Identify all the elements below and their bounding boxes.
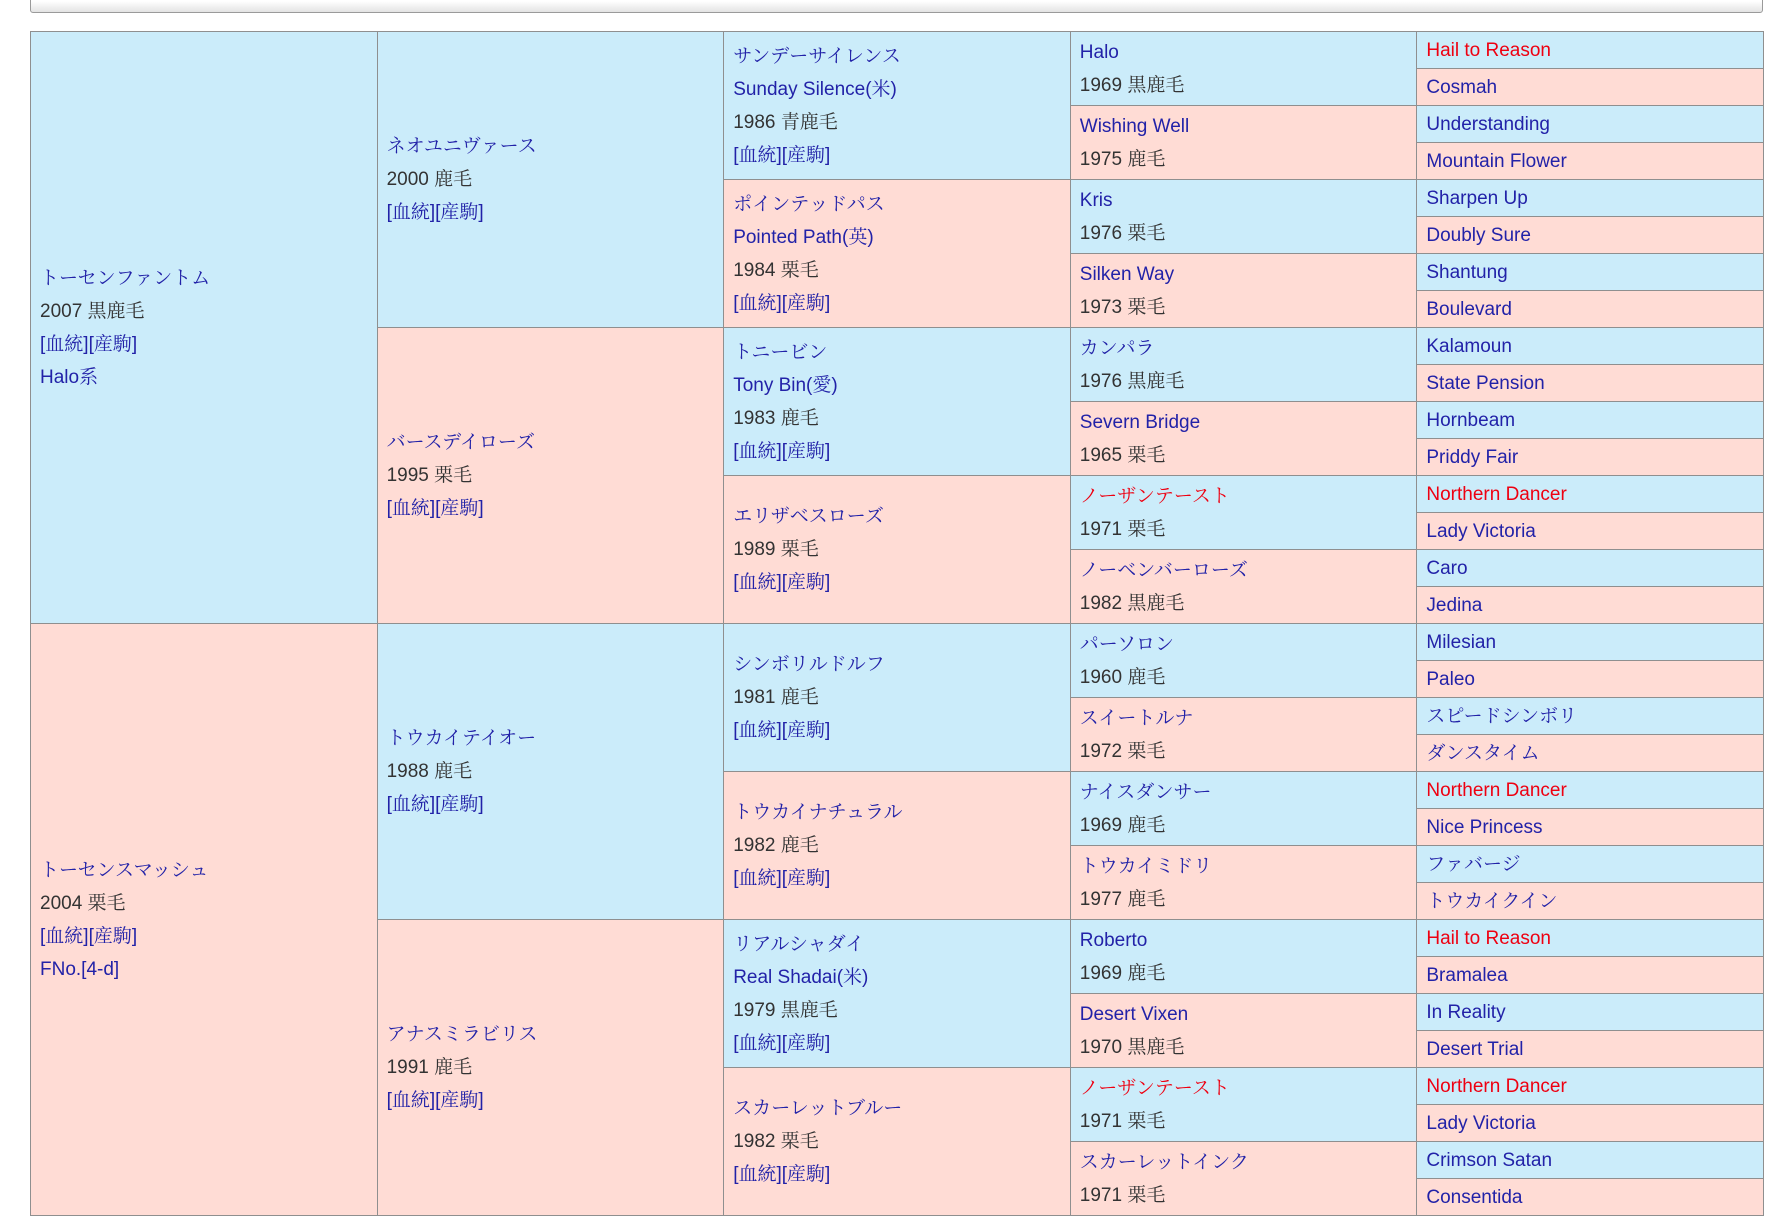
blood-link[interactable]: [血統] [40,333,89,355]
horse-name-line [1426,478,1757,511]
pedigree-cell-g5-19 [1417,698,1764,735]
horse-name-line [1080,850,1411,883]
horse-name-line [733,40,1064,73]
horse-name-link[interactable]: Crimson Satan [1426,1149,1553,1171]
blood-link[interactable]: [血統] [386,1090,436,1111]
horse-name-link[interactable]: ネオユニヴァース [386,136,537,157]
pedigree-cell-g3-5 [724,624,1071,772]
horse-extra-link[interactable]: FNo.[4-d] [40,958,120,980]
horse-name-line [1426,626,1757,659]
horse-name-line [1080,1072,1411,1105]
horse-name-line [1426,737,1757,770]
horse-latin-name-line [733,73,1064,106]
pedigree-cell-g2-4 [377,920,724,1216]
horse-links-line [40,328,371,361]
pedigree-cell-g5-21 [1417,772,1764,809]
horse-links-line [387,492,718,525]
horse-name-line [1426,1107,1757,1140]
horse-name-link[interactable]: Kris [1079,189,1113,211]
horse-name-link[interactable]: Desert Vixen [1079,1003,1189,1025]
horse-name-line [1426,219,1757,252]
pedigree-row [31,32,1764,69]
horse-name-line [387,722,718,755]
horse-name-link[interactable]: トニービン [733,341,828,363]
horse-name-line [1080,998,1411,1031]
pedigree-cell-g4-11 [1070,772,1417,846]
horse-year-coat: 1976 黒鹿毛 [1079,370,1185,392]
blood-link[interactable]: [血統] [733,1032,782,1054]
pedigree-cell-g5-20 [1417,735,1764,772]
horse-links-line [733,566,1064,599]
offspring-link[interactable]: [産駒] [435,498,484,519]
pedigree-cell-g5-6 [1417,217,1764,254]
blood-link[interactable]: [血統] [733,572,782,593]
horse-year-coat: 1972 栗毛 [1079,740,1166,762]
horse-name-line [387,426,718,459]
pedigree-cell-g5-15 [1417,550,1764,587]
horse-name-line [387,1018,718,1051]
horse-year-coat: 1976 栗毛 [1079,222,1166,244]
pedigree-cell-g4-8 [1070,550,1417,624]
horse-name-line [1080,184,1411,217]
horse-name-link[interactable]: スイートルナ [1079,707,1194,729]
pedigree-cell-g1-2 [31,624,378,1216]
horse-year-coat: 1971 栗毛 [1079,1110,1166,1132]
horse-latin-name-link[interactable]: Real Shadai(米) [733,966,869,988]
pedigree-cell-g4-12 [1070,846,1417,920]
pedigree-cell-g4-5 [1070,328,1417,402]
horse-name-link[interactable]: バースデイローズ [386,432,535,453]
blood-link[interactable]: [血統] [733,144,782,166]
pedigree-cell-g2-3 [377,624,724,920]
horse-name-inbred: ノーザンテースト [1079,1077,1230,1099]
pedigree-table [30,31,1764,1216]
offspring-link[interactable]: [産駒] [435,794,484,815]
horse-latin-name-line [733,221,1064,254]
horse-name-link[interactable]: サンデーサイレンス [733,45,901,67]
pedigree-cell-g4-6 [1070,402,1417,476]
offspring-link[interactable]: [産駒] [781,1164,831,1185]
horse-name-line [733,336,1064,369]
horse-name-link[interactable]: カンパラ [1079,337,1155,359]
horse-year-coat: 1991 鹿毛 [386,1057,473,1078]
horse-year-coat: 1982 栗毛 [733,1131,819,1152]
horse-name-link[interactable]: スカーレットインク [1079,1151,1249,1173]
pedigree-cell-g5-7 [1417,254,1764,291]
horse-year-coat: 1986 青鹿毛 [733,111,838,133]
horse-latin-name-link[interactable]: Tony Bin(愛) [733,374,838,396]
horse-name-link[interactable]: Sharpen Up [1426,187,1528,209]
horse-name-link[interactable]: パーソロン [1079,633,1175,655]
horse-name-line [1426,552,1757,585]
horse-name-link[interactable]: Desert Trial [1426,1038,1524,1060]
horse-name-line [733,188,1064,221]
horse-name-line [1426,700,1757,733]
horse-name-line [1080,110,1411,143]
horse-name-line [1426,1181,1757,1214]
horse-year-coat: 2007 黒鹿毛 [40,300,145,322]
horse-name-line [1426,404,1757,437]
pedigree-cell-g5-13 [1417,476,1764,513]
horse-name-link[interactable]: Shantung [1426,261,1508,283]
top-input-bar[interactable] [30,0,1763,13]
horse-name-line [1426,34,1757,67]
horse-name-link[interactable]: Caro [1426,557,1468,579]
horse-name-link[interactable]: ポインテッドパス [733,193,885,215]
horse-year-coat: 2004 栗毛 [40,892,126,914]
horse-extra-line [40,361,371,394]
horse-name-link[interactable]: Kalamoun [1426,335,1512,357]
pedigree-cell-g5-25 [1417,920,1764,957]
pedigree-cell-g3-6 [724,772,1071,920]
horse-name-link[interactable]: スカーレットブルー [733,1098,903,1119]
horse-year-coat: 1983 鹿毛 [733,407,819,429]
horse-extra-line [40,953,371,986]
horse-name-line [1426,959,1757,992]
horse-name-link[interactable]: State Pension [1426,372,1545,394]
pedigree-cell-g5-16 [1417,587,1764,624]
pedigree-cell-g2-1 [377,32,724,328]
pedigree-cell-g5-23 [1417,846,1764,883]
horse-name-link[interactable]: Halo [1079,41,1119,63]
offspring-link[interactable]: [産駒] [435,202,484,223]
horse-name-line [40,262,371,295]
horse-year-coat: 1969 鹿毛 [1079,962,1166,984]
horse-name-link[interactable]: Nice Princess [1426,816,1543,838]
horse-year-coat: 1982 黒鹿毛 [1079,592,1185,614]
horse-name-link[interactable]: Paleo [1426,668,1475,690]
offspring-link[interactable]: [産駒] [781,868,831,889]
horse-name-line [1426,922,1757,955]
horse-name-link[interactable]: Doubly Sure [1426,224,1531,246]
horse-name-link[interactable]: Boulevard [1426,298,1512,320]
horse-name-line [1080,924,1411,957]
pedigree-cell-g1-1 [31,32,378,624]
pedigree-cell-g5-14 [1417,513,1764,550]
pedigree-cell-g5-18 [1417,661,1764,698]
horse-name-line [1426,145,1757,178]
pedigree-cell-g5-26 [1417,957,1764,994]
horse-name-line [1080,554,1411,587]
horse-year-coat: 1971 栗毛 [1079,518,1166,540]
pedigree-cell-g3-1 [724,32,1071,180]
horse-name-line [733,928,1064,961]
pedigree-cell-g5-32 [1417,1179,1764,1216]
horse-name-link[interactable]: ファバージ [1426,853,1521,875]
horse-name-inbred: ノーザンテースト [1079,485,1230,507]
horse-name-line [1080,1146,1411,1179]
pedigree-cell-g3-3 [724,328,1071,476]
offspring-link[interactable]: [産駒] [88,333,138,355]
blood-link[interactable]: [血統] [386,794,436,815]
horse-year-coat: 1960 鹿毛 [1079,666,1166,688]
horse-name-line [1426,515,1757,548]
horse-name-link[interactable]: エリザベスローズ [733,506,884,527]
pedigree-cell-g4-15 [1070,1068,1417,1142]
horse-name-link[interactable]: トーセンスマッシュ [40,859,209,881]
horse-name-line [733,1092,1064,1125]
blood-link[interactable]: [血統] [386,202,436,223]
horse-latin-name-line [733,369,1064,402]
horse-name-line [1080,480,1411,513]
horse-name-link[interactable]: ナイスダンサー [1079,781,1212,803]
horse-name-link[interactable]: リアルシャダイ [733,933,865,955]
horse-year-coat: 1982 鹿毛 [733,835,819,856]
horse-name-inbred: Northern Dancer [1426,779,1567,801]
offspring-link[interactable]: [産駒] [88,925,138,947]
horse-name-line [1080,36,1411,69]
horse-name-link[interactable]: ノーベンバーローズ [1079,559,1248,581]
horse-year-coat: 1971 栗毛 [1079,1184,1166,1206]
blood-link[interactable]: [血統] [733,868,782,889]
horse-year-coat: 2000 鹿毛 [386,169,473,190]
horse-name-line [1426,330,1757,363]
pedigree-cell-g5-5 [1417,180,1764,217]
pedigree-cell-g5-12 [1417,439,1764,476]
pedigree-cell-g4-13 [1070,920,1417,994]
horse-name-link[interactable]: Wishing Well [1079,115,1190,137]
horse-year-coat: 1969 黒鹿毛 [1079,74,1185,96]
horse-name-line [1080,406,1411,439]
pedigree-cell-g5-24 [1417,883,1764,920]
horse-year-coat: 1965 栗毛 [1079,444,1166,466]
pedigree-cell-g4-10 [1070,698,1417,772]
horse-name-line [1080,332,1411,365]
offspring-link[interactable]: [産駒] [781,1032,831,1054]
pedigree-cell-g5-10 [1417,365,1764,402]
horse-name-line [1426,1033,1757,1066]
blood-link[interactable]: [血統] [386,498,436,519]
pedigree-table-body [31,32,1764,1216]
pedigree-row [31,624,1764,661]
horse-extra-link[interactable]: Halo系 [40,366,99,388]
horse-name-line [1426,589,1757,622]
horse-name-inbred: Hail to Reason [1426,39,1551,61]
horse-name-line [387,130,718,163]
horse-name-link[interactable]: Milesian [1426,631,1497,653]
horse-name-link[interactable]: Understanding [1426,113,1550,135]
horse-name-link[interactable]: Cosmah [1426,76,1498,98]
horse-name-link[interactable]: Consentida [1426,1186,1523,1208]
pedigree-cell-g4-4 [1070,254,1417,328]
horse-year-coat: 1970 黒鹿毛 [1079,1036,1185,1058]
horse-name-link[interactable]: Hornbeam [1426,409,1516,431]
horse-name-line [1080,628,1411,661]
horse-name-line [1426,663,1757,696]
horse-links-line [387,788,718,821]
horse-name-link[interactable]: トウカイミドリ [1079,855,1213,877]
horse-name-line [1426,885,1757,918]
pedigree-cell-g5-27 [1417,994,1764,1031]
horse-links-line [733,435,1064,468]
horse-latin-name-link[interactable]: Pointed Path(英) [733,226,874,248]
pedigree-cell-g3-2 [724,180,1071,328]
horse-name-link[interactable]: シンボリルドルフ [733,654,885,675]
horse-year-coat: 1977 鹿毛 [1079,888,1166,910]
pedigree-cell-g3-7 [724,920,1071,1068]
horse-name-inbred: Northern Dancer [1426,1075,1567,1097]
pedigree-cell-g4-2 [1070,106,1417,180]
horse-name-line [733,796,1064,829]
horse-name-line [1426,848,1757,881]
pedigree-cell-g4-16 [1070,1142,1417,1216]
horse-name-line [1426,1070,1757,1103]
horse-name-line [1426,182,1757,215]
horse-links-line [733,862,1064,895]
pedigree-cell-g5-9 [1417,328,1764,365]
pedigree-cell-g5-29 [1417,1068,1764,1105]
horse-name-link[interactable]: トウカイテイオー [386,728,537,749]
horse-name-link[interactable]: トウカイクイン [1426,890,1558,912]
pedigree-cell-g5-28 [1417,1031,1764,1068]
horse-year-coat: 1989 栗毛 [733,539,819,560]
horse-name-line [1426,1144,1757,1177]
blood-link[interactable]: [血統] [40,925,89,947]
blood-link[interactable]: [血統] [733,720,782,741]
horse-links-line [733,287,1064,320]
pedigree-cell-g5-22 [1417,809,1764,846]
blood-link[interactable]: [血統] [733,1164,782,1185]
horse-year-coat: 1995 栗毛 [386,465,473,486]
horse-name-link[interactable]: Jedina [1426,594,1483,616]
horse-name-line [1426,367,1757,400]
pedigree-cell-g3-8 [724,1068,1071,1216]
horse-name-line [1426,811,1757,844]
horse-name-line [1426,996,1757,1029]
pedigree-cell-g3-4 [724,476,1071,624]
pedigree-cell-g5-2 [1417,69,1764,106]
offspring-link[interactable]: [産駒] [781,572,831,593]
horse-year-coat: 1984 栗毛 [733,259,819,281]
horse-name-line [1426,774,1757,807]
pedigree-cell-g5-8 [1417,291,1764,328]
horse-name-line [733,500,1064,533]
horse-name-line [1426,293,1757,326]
horse-name-link[interactable]: トーセンファントム [40,267,211,289]
offspring-link[interactable]: [産駒] [781,440,831,462]
horse-name-link[interactable]: Mountain Flower [1426,150,1567,172]
horse-name-line [40,854,371,887]
horse-name-link[interactable]: ダンスタイム [1426,742,1540,764]
horse-latin-name-line [733,961,1064,994]
pedigree-cell-g4-14 [1070,994,1417,1068]
horse-name-line [1426,441,1757,474]
horse-name-line [1080,776,1411,809]
pedigree-cell-g5-17 [1417,624,1764,661]
blood-link[interactable]: [血統] [733,292,782,314]
horse-year-coat: 1969 鹿毛 [1079,814,1166,836]
horse-name-line [1080,702,1411,735]
offspring-link[interactable]: [産駒] [781,144,831,166]
pedigree-cell-g4-1 [1070,32,1417,106]
offspring-link[interactable]: [産駒] [781,720,831,741]
horse-name-inbred: Northern Dancer [1426,483,1567,505]
horse-name-link[interactable]: トウカイナチュラル [733,802,903,823]
horse-links-line [733,139,1064,172]
horse-name-inbred: Hail to Reason [1426,927,1551,949]
horse-name-link[interactable]: Silken Way [1079,263,1175,285]
pedigree-cell-g5-11 [1417,402,1764,439]
pedigree-cell-g4-3 [1070,180,1417,254]
horse-name-link[interactable]: Severn Bridge [1079,411,1201,433]
offspring-link[interactable]: [産駒] [435,1090,484,1111]
horse-name-link[interactable]: アナスミラビリス [386,1024,538,1045]
horse-links-line [733,1158,1064,1191]
pedigree-cell-g5-1 [1417,32,1764,69]
horse-name-link[interactable]: Roberto [1079,929,1148,951]
horse-name-link[interactable]: スピードシンボリ [1426,705,1578,727]
horse-name-line [1426,71,1757,104]
horse-links-line [733,1027,1064,1060]
pedigree-cell-g4-9 [1070,624,1417,698]
horse-latin-name-link[interactable]: Sunday Silence(米) [733,78,897,100]
horse-name-link[interactable]: Lady Victoria [1426,1112,1536,1134]
horse-links-line [733,714,1064,747]
horse-year-coat: 1988 鹿毛 [386,761,473,782]
blood-link[interactable]: [血統] [733,440,782,462]
pedigree-cell-g5-3 [1417,106,1764,143]
horse-name-line [1080,258,1411,291]
offspring-link[interactable]: [産駒] [781,292,831,314]
horse-name-link[interactable]: Lady Victoria [1426,520,1536,542]
pedigree-cell-g2-2 [377,328,724,624]
horse-name-link[interactable]: Bramalea [1426,964,1508,986]
horse-name-link[interactable]: Priddy Fair [1426,446,1519,468]
horse-year-coat: 1973 栗毛 [1079,296,1166,318]
horse-year-coat: 1975 鹿毛 [1079,148,1166,170]
horse-year-coat: 1979 黒鹿毛 [733,999,838,1021]
horse-links-line [387,196,718,229]
horse-links-line [40,920,371,953]
pedigree-cell-g5-31 [1417,1142,1764,1179]
pedigree-cell-g4-7 [1070,476,1417,550]
pedigree-cell-g5-4 [1417,143,1764,180]
horse-name-line [733,648,1064,681]
horse-name-link[interactable]: In Reality [1426,1001,1506,1023]
pedigree-cell-g5-30 [1417,1105,1764,1142]
horse-year-coat: 1981 鹿毛 [733,687,819,708]
horse-name-line [1426,108,1757,141]
horse-links-line [387,1084,718,1117]
horse-name-line [1426,256,1757,289]
